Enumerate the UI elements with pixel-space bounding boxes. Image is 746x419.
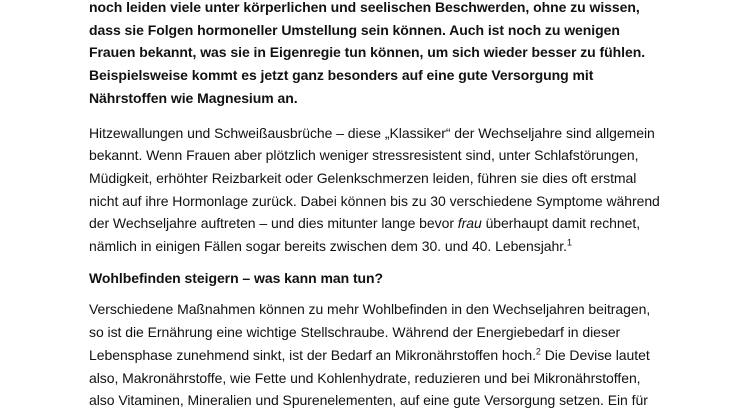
paragraph-line: so ist die Ernährung eine wichtige Stellschraube. Während der Energiebedarf in dieser <box>89 324 621 341</box>
paragraph-line <box>89 344 689 367</box>
paragraph-line <box>89 212 689 235</box>
text-run: Lebensphase zunehmend sinkt, ist der Bedarf an Mikronährstoffen hoch. <box>89 346 536 363</box>
footnote-marker: 2 <box>535 346 541 357</box>
intro-line: noch leiden viele unter körperlichen und seelischen Beschwerden, ohne zu wissen, <box>89 0 640 15</box>
text-run: der Wechseljahre auftreten – und dies mitunter lange bevor <box>89 215 458 232</box>
heading-text: Wohlbefinden steigern – was kann man tun? <box>89 269 384 286</box>
paragraph-line: Verschiedene Maßnahmen können zu mehr Wohlbefinden in den Wechseljahren beitragen, <box>89 301 651 318</box>
text-run: nämlich in einigen Fällen sogar bereits zwischen dem 30. und 40. Lebensjahr. <box>89 238 567 255</box>
section-heading <box>89 267 689 290</box>
intro-bold-paragraph <box>89 0 689 110</box>
paragraph-line: nicht auf ihre Hormonlage zurück. Dabei können bis zu 30 verschiedene Symptome während <box>89 192 660 209</box>
intro-line: dass sie Folgen hormoneller Umstellung sein können. Auch ist noch zu wenigen <box>89 21 620 38</box>
text-run: überhaupt damit rechnet, <box>481 215 641 232</box>
nutrition-paragraph <box>89 298 689 412</box>
paragraph-line: bekannt. Wenn Frauen aber plötzlich weniger stressresistent sind, unter Schlafstörungen, <box>89 147 639 164</box>
paragraph-line: also Vitaminen, Mineralien und Spurenelementen, auf eine gute Versorgung setzen. Ein für <box>89 392 648 409</box>
document-page <box>89 0 689 412</box>
emphasis-frau: frau <box>457 215 482 232</box>
paragraph-line: Müdigkeit, erhöhter Reizbarkeit oder Gelenkschmerzen leiden, führen sie dies oft erstmal <box>89 169 637 186</box>
paragraph-line: Hitzewallungen und Schweißausbrüche – diese „Klassiker“ der Wechseljahre sind allgemein <box>89 124 655 141</box>
paragraph-line <box>89 235 689 258</box>
intro-line: Frauen bekannt, was sie in Eigenregie tun können, um sich wieder besser zu fühlen. <box>89 44 646 61</box>
intro-line: Nährstoffen wie Magnesium an. <box>89 89 298 106</box>
symptoms-paragraph <box>89 122 689 258</box>
paragraph-line: also, Makronährstoffe, wie Fette und Kohlenhydrate, reduzieren und bei Mikronährstoffen, <box>89 369 641 386</box>
footnote-marker: 1 <box>566 237 572 248</box>
intro-line: Beispielsweise kommt es jetzt ganz besonders auf eine gute Versorgung mit <box>89 67 594 84</box>
text-run: Die Devise lautet <box>540 346 650 363</box>
